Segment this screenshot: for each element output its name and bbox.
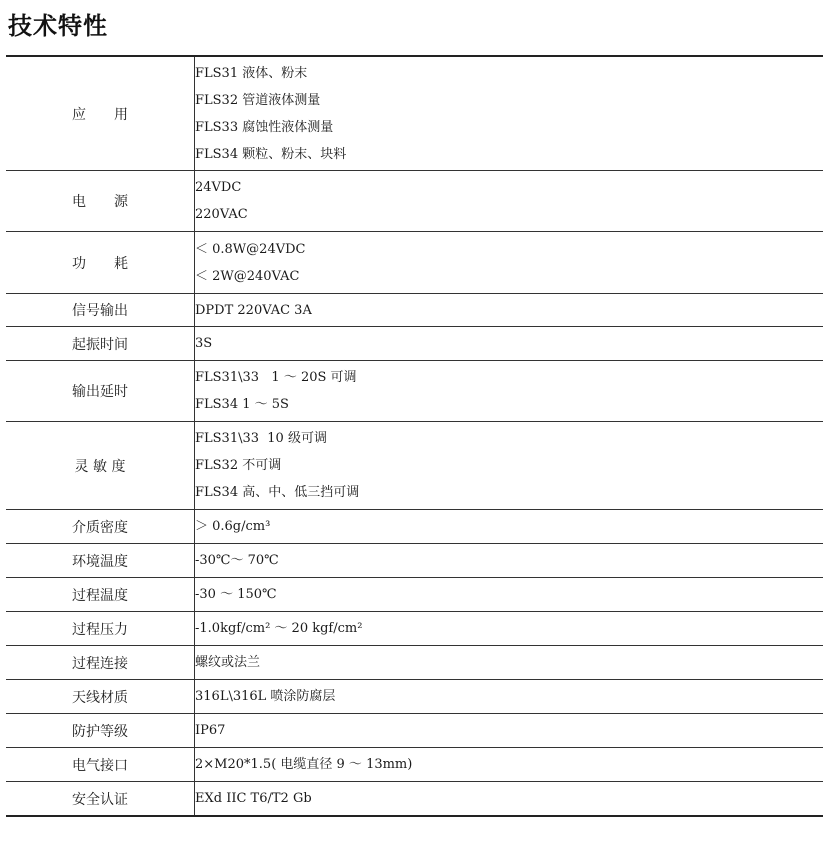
spec-value-line: -1.0kgf/cm² ～ 20 kgf/cm² [195,621,363,636]
spec-value [195,294,824,327]
spec-label: 过程连接 [6,646,195,680]
spec-value-line: IP67 [195,723,226,738]
spec-label: 输出延时 [6,361,195,422]
spec-label: 应 用 [6,56,195,171]
spec-row-signal-output [6,294,823,327]
spec-label: 电气接口 [6,748,195,782]
spec-row-antenna-material [6,680,823,714]
spec-value [195,232,824,294]
spec-label: 功 耗 [6,232,195,294]
spec-label: 安全认证 [6,782,195,817]
spec-row-process-temperature [6,578,823,612]
spec-table-body [6,56,823,816]
spec-value-line: 24VDC [195,180,242,195]
spec-value [195,510,824,544]
spec-row-safety-certification [6,782,823,817]
spec-row-protection-rating [6,714,823,748]
spec-row-electrical-interface [6,748,823,782]
page-title: 技术特性 [8,12,108,40]
spec-value [195,578,824,612]
spec-value-line: 220VAC [195,207,248,222]
spec-row-output-delay [6,361,823,422]
spec-value [195,327,824,361]
spec-value-line: ＞ 0.6g/cm³ [195,519,271,534]
spec-value-line: ＜ 0.8W@24VDC [195,241,306,257]
spec-value-line: FLS31\33 10 级可调 [195,431,327,446]
spec-value [195,544,824,578]
spec-table [6,55,823,817]
spec-value [195,680,824,714]
spec-label: 起振时间 [6,327,195,361]
spec-value-line: FLS31\33 1 ～ 20S 可调 [195,370,357,385]
spec-row-process-pressure [6,612,823,646]
spec-value-line: 3S [195,336,213,351]
spec-value-line: FLS34 1 ～ 5S [195,397,289,412]
spec-label: 灵 敏 度 [6,422,195,510]
spec-row-ambient-temperature [6,544,823,578]
spec-row-sensitivity [6,422,823,510]
spec-value-line: -30 ～ 150℃ [195,587,277,602]
spec-value-line: 螺纹或法兰 [195,655,261,670]
spec-row-process-connection [6,646,823,680]
spec-value [195,171,824,232]
spec-value-line: FLS34 颗粒、粉末、块料 [195,146,347,162]
spec-row-power-consumption [6,232,823,294]
spec-value-line: FLS31 液体、粉末 [195,65,308,81]
spec-value [195,612,824,646]
spec-label: 环境温度 [6,544,195,578]
spec-label: 信号输出 [6,294,195,327]
spec-row-power-supply [6,171,823,232]
spec-value-line: FLS33 腐蚀性液体测量 [195,119,334,135]
spec-label: 过程温度 [6,578,195,612]
spec-value [195,782,824,817]
spec-value [195,714,824,748]
spec-value-line: FLS34 高、中、低三挡可调 [195,485,360,500]
spec-value-line: EXd IIC T6/T2 Gb [195,791,312,806]
spec-value [195,56,824,171]
spec-row-start-time [6,327,823,361]
spec-value-line: 2×M20*1.5( 电缆直径 9 ～ 13mm) [195,757,413,772]
spec-label: 介质密度 [6,510,195,544]
spec-value [195,748,824,782]
spec-row-medium-density [6,510,823,544]
spec-value-line: DPDT 220VAC 3A [195,302,312,318]
spec-value [195,422,824,510]
spec-value-line: -30℃～ 70℃ [195,553,279,568]
spec-value-line: 316L\316L 喷涂防腐层 [195,689,336,704]
spec-value-line: FLS32 不可调 [195,458,282,473]
spec-label: 过程压力 [6,612,195,646]
spec-label: 天线材质 [6,680,195,714]
spec-row-application [6,56,823,171]
spec-value-line: FLS32 管道液体测量 [195,92,321,108]
spec-label: 防护等级 [6,714,195,748]
spec-value [195,361,824,422]
spec-label: 电 源 [6,171,195,232]
spec-value [195,646,824,680]
spec-value-line: ＜ 2W@240VAC [195,268,300,284]
